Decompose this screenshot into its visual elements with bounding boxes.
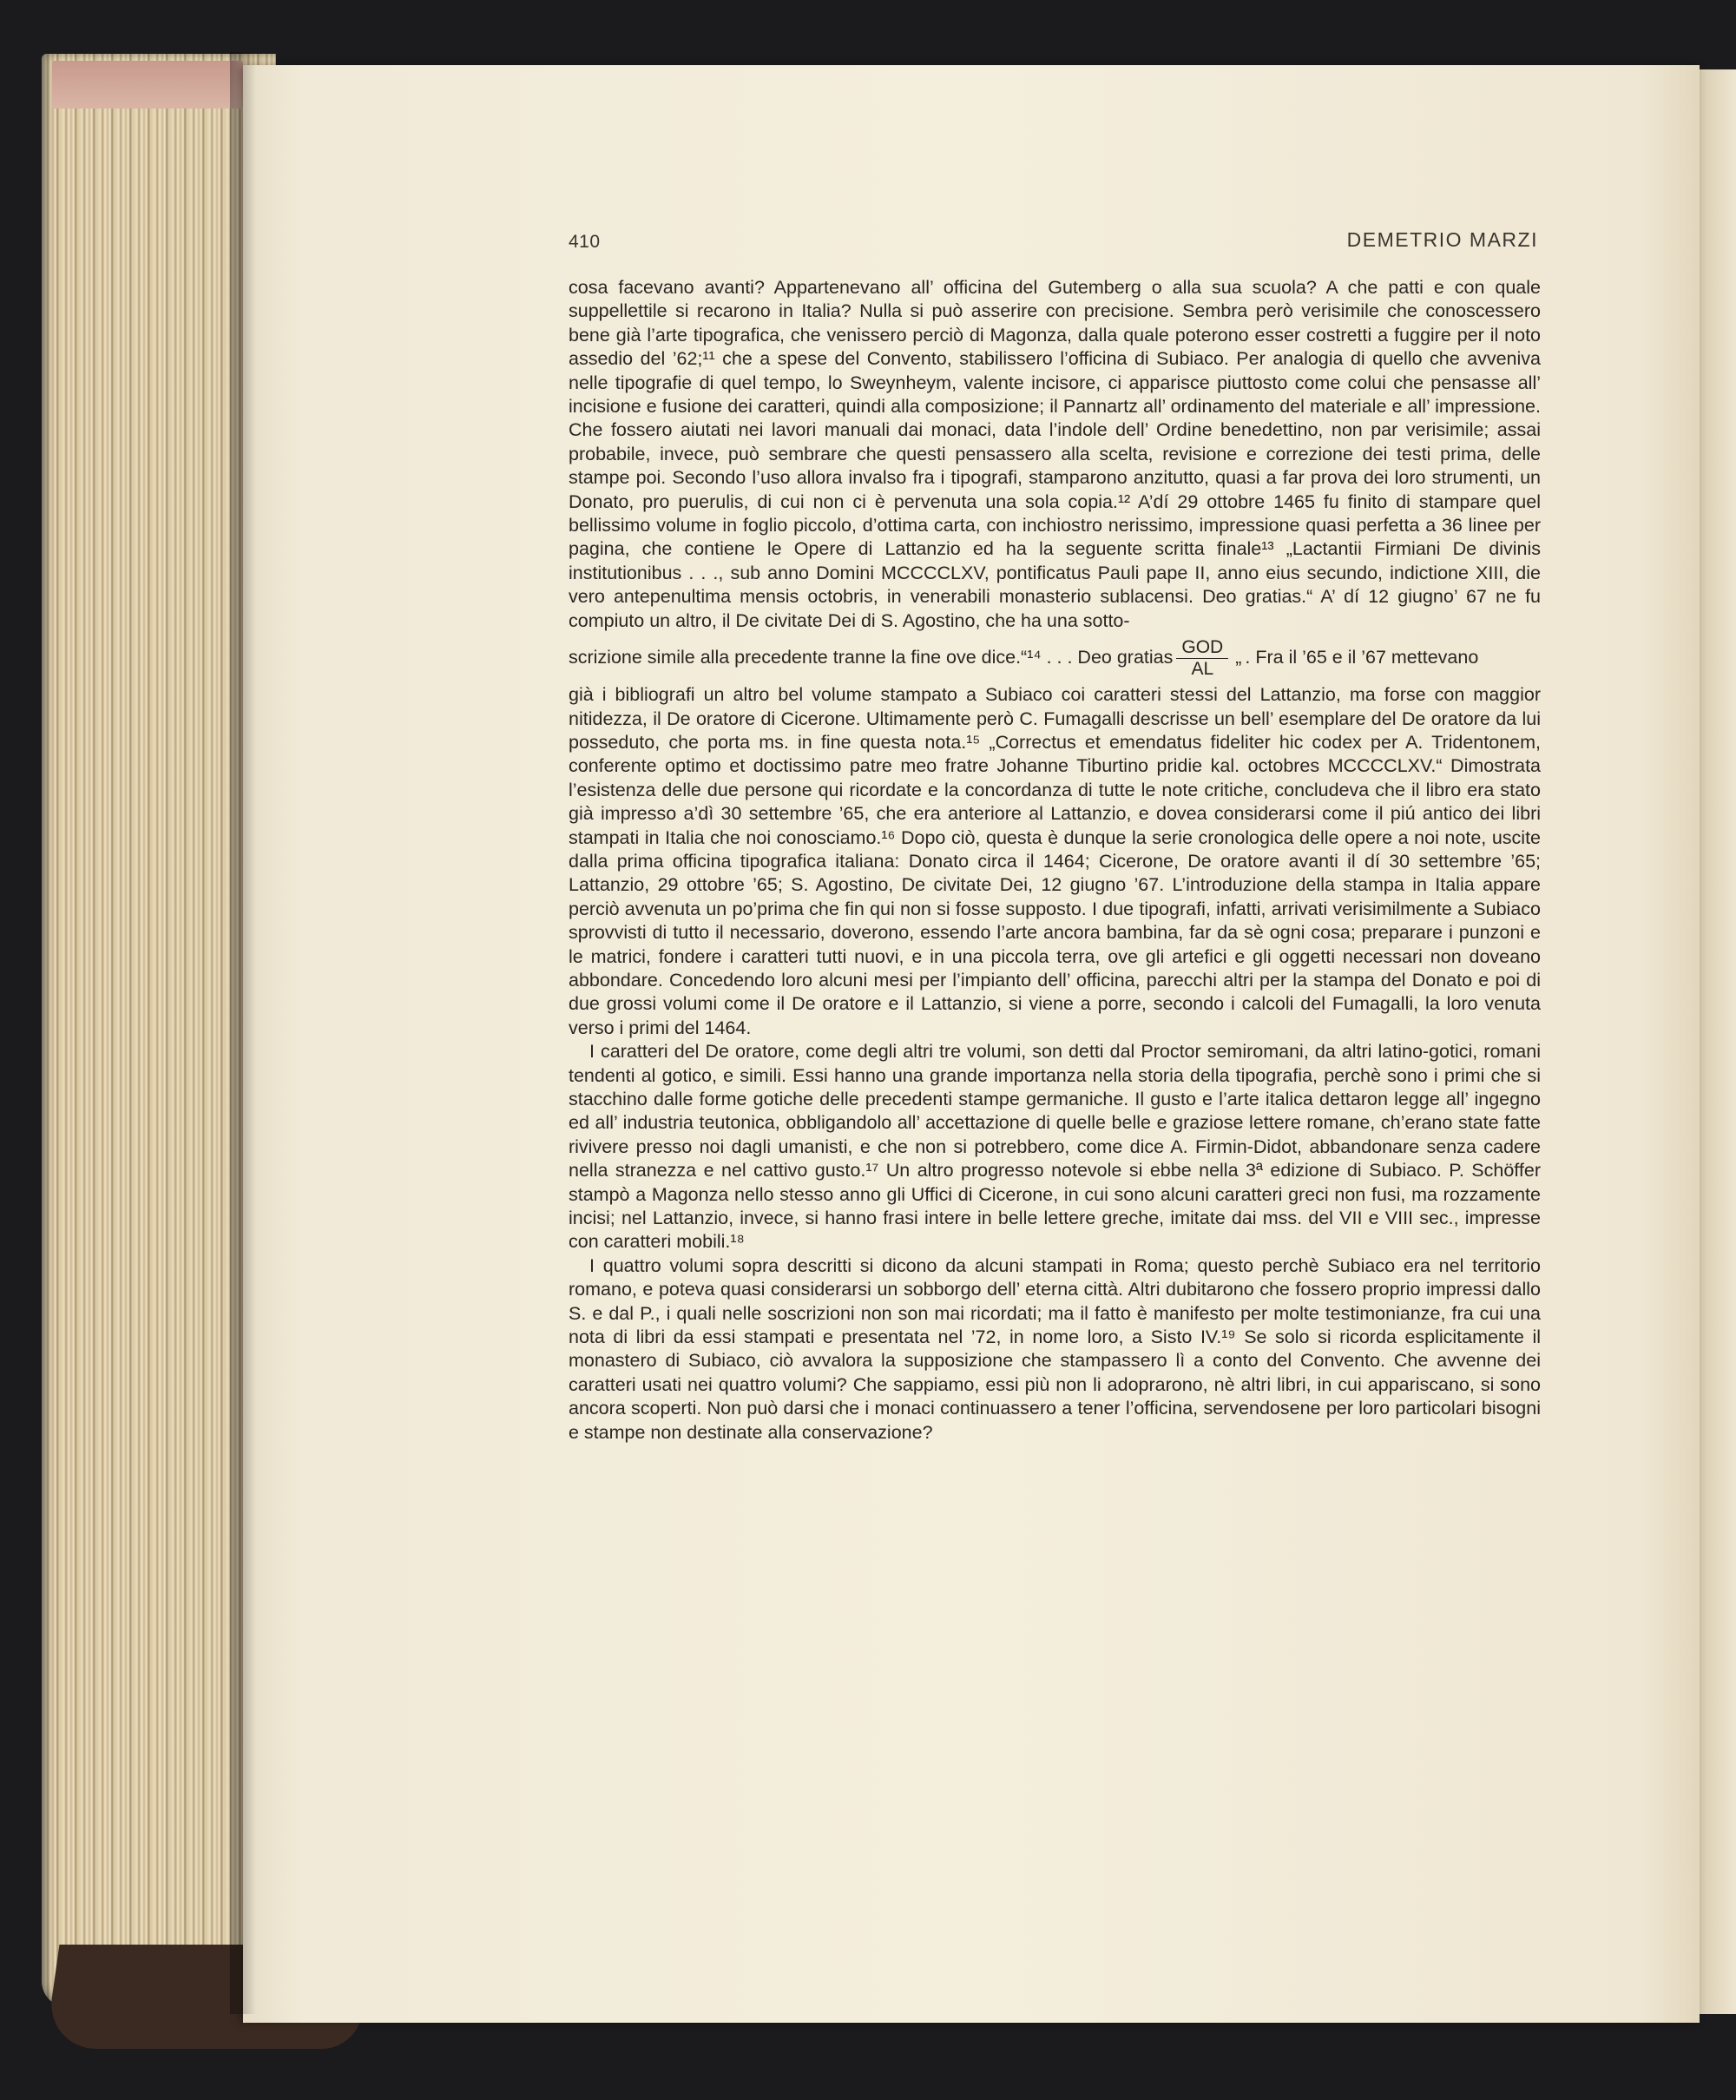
colophon-text-before: scrizione simile alla precedente tranne la fine ove dice.“¹⁴ . . . Deo gratias xyxy=(569,647,1174,668)
paragraph-1a: cosa facevano avanti? Appartenevano all’ officina del Gutemberg o alla sua scuola? A che patti e con quale suppellettile si recarono in Italia? Nulla si può asserire con precisione. Sembra però verisimile che conoscessero bene già l’arte tipografica, che venissero perciò di Magonza, dalla quale poterono esser costretti a fuggire per il noto assedio del ’62;¹¹ che a spese del Convento, stabilissero l’officina di Subiaco. Per analogia di quello che avveniva nelle tipografie di quel tempo, lo Sweynheym, valente incisore, ci apparisce piuttosto come colui che pensasse all’ incisione e fusione dei caratteri, quindi alla composizione; il Pannartz all’ ordinamento del materiale e all’ impressione. Che fossero aiutati nei lavori manuali dai monaci, data l’indole dell’ Ordine benedettino, non par verisimile; assai probabile, invece, può sembrare che questi pensassero alla scelta, revisione e correzione dei testi prima, delle stampe poi. Secondo l’uso allora invalso fra i tipografi, stamparono anzitutto, quasi a far prova dei loro strumenti, un Donato, pro puerulis, di cui non ci è pervenuta una sola copia.¹² A’dí 29 ottobre 1465 fu finito di stampare quel bellissimo volume in foglio piccolo, d’ottima carta, con inchiostro nerissimo, impressione quasi perfetta a 36 linee per pagina, che contiene le Opere di Lattanzio ed ha la seguente scritta finale¹³ „Lactantii Firmiani De divinis institutionibus . . ., sub anno Domini MCCCCLXV, pontificatus Pauli pape II, anno eius secundo, indictione XIII, die vero antepenultima mensis octobris, in venerabili monasterio sublacensi. Deo gratias.“ A’ dí 12 giugno’ 67 ne fu compiuto un altro, il De civitate Dei di S. Agostino, che ha una sotto- xyxy=(569,277,1541,631)
colophon-line xyxy=(569,635,1541,681)
body-text xyxy=(569,276,1541,1445)
book-top-edge xyxy=(52,61,243,109)
spine-shadow xyxy=(230,52,256,2014)
colophon-quote: „ xyxy=(1235,647,1242,668)
paragraph-2: I caratteri del De oratore, come degli altri tre volumi, son detti dal Proctor semiromani, da altri latino-gotici, romani tendenti al gotico, e simili. Essi hanno una grande importanza nella storia della tipografia, perchè sono i primi che si stacchino dalle forme gotiche delle precedenti stampe germaniche. Il gusto e l’arte italica dettaron legge all’ ingegno ed all’ industria teutonica, obbligandolo all’ accettazione di quelle belle e graziose lettere romane, ch’erano state fatte rivivere presso noi dagli umanisti, e che non si potrebbero, come dice A. Firmin-Didot, abbandonare senza cadere nella stranezza e nel cattivo gusto.¹⁷ Un altro progresso notevole si ebbe nella 3ª edizione di Subiaco. P. Schöffer stampò a Magonza nello stesso anno gli Uffici di Cicerone, in cui sono alcuni caratteri greci non fusi, ma rozzamente incisi; nel Lattanzio, invece, si hanno frasi intere in belle lettere greche, imitate dai mss. del VII e VIII sec., impresse con caratteri mobili.¹⁸ xyxy=(569,1041,1541,1253)
paragraph-1b: già i bibliografi un altro bel volume stampato a Subiaco coi caratteri stessi del Lattanzio, ma forse con maggior nitidezza, il De oratore di Cicerone. Ultimamente però C. Fumagalli descrisse un bell’ esemplare del De oratore da lui posseduto, che porta ms. in fine questa nota.¹⁵ „Correctus et emendatus fideliter hic codex per A. Tridentonem, conferente optimo et doctissimo patre meo fratre Johanne Tiburtino pridie kal. octobres MCCCCLXV.“ Dimostrata l’esistenza delle due persone qui ricordate e la concordanza di tutte le note critiche, concludeva che il libro era stato già impresso a’dì 30 settembre ’65, che era anteriore al Lattanzio, e dovea considerarsi come il piú antico dei libri stampati in Italia che noi conosciamo.¹⁶ Dopo ciò, questa è dunque la serie cronologica delle opere a noi note, uscite dalla prima officina tipografica italiana: Donato circa il 1464; Cicerone, De oratore avanti il dí 30 settembre ’65; Lattanzio, 29 ottobre ’65; S. Agostino, De civitate Dei, 12 giugno ’67. L’introduzione della stampa in Italia appare perciò avvenuta un po’prima che fin qui non si fosse supposto. I due tipografi, infatti, arrivati verisimilmente a Subiaco sprovvisti di tutto il necessario, doverono, essendo l’arte ancora bambina, far da sè ogni cosa; preparare i punzoni e le matrici, fondere i caratteri tutti nuovi, e in una piccola terra, ove gli artefici e gli oggetti necessari non doveano abbondare. Concedendo loro alcuni mesi per l’impianto dell’ officina, parecchi altri per la stampa del Donato e poi di due grossi volumi come il De oratore e il Lattanzio, si viene a porre, secondo i calcoli del Fumagalli, la loro venuta verso i primi del 1464. xyxy=(569,684,1541,1038)
paragraph-3: I quattro volumi sopra descritti si dicono da alcuni stampati in Roma; questo perchè Subiaco era nel territorio romano, e poteva quasi considerarsi un sobborgo dell’ eterna città. Altri dubitarono che fossero proprio impressi dallo S. e dal P., i quali nelle soscrizioni non son mai ricordati; ma il fatto è manifesto per molte testimonianze, fra cui una nota di libri da essi stampati e presentata nel ’72, in nome loro, a Sisto IV.¹⁹ Se solo si ricorda esplicitamente il monastero di Subiaco, ciò avvalora la supposizione che stampassero lì a conto del Convento. Che avvenne dei caratteri usati nei quattro volumi? Che sappiamo, essi più non li adoprarono, nè altri libri, in cui appariscano, si sono ancora scoperti. Non può darsi che i monaci continuassero a tener l’officina, servendosene per loro particolari bisogni e stampe non destinate alla conservazione? xyxy=(569,1254,1541,1443)
running-head: DEMETRIO MARZI xyxy=(1346,228,1538,251)
fraction-bottom: AL xyxy=(1191,658,1214,679)
colophon-fraction xyxy=(1176,637,1228,680)
colophon-text-after: . Fra il ’65 e il ’67 mettevano xyxy=(1245,647,1479,668)
fraction-top: GOD xyxy=(1176,637,1228,659)
page-number: 410 xyxy=(569,232,601,252)
